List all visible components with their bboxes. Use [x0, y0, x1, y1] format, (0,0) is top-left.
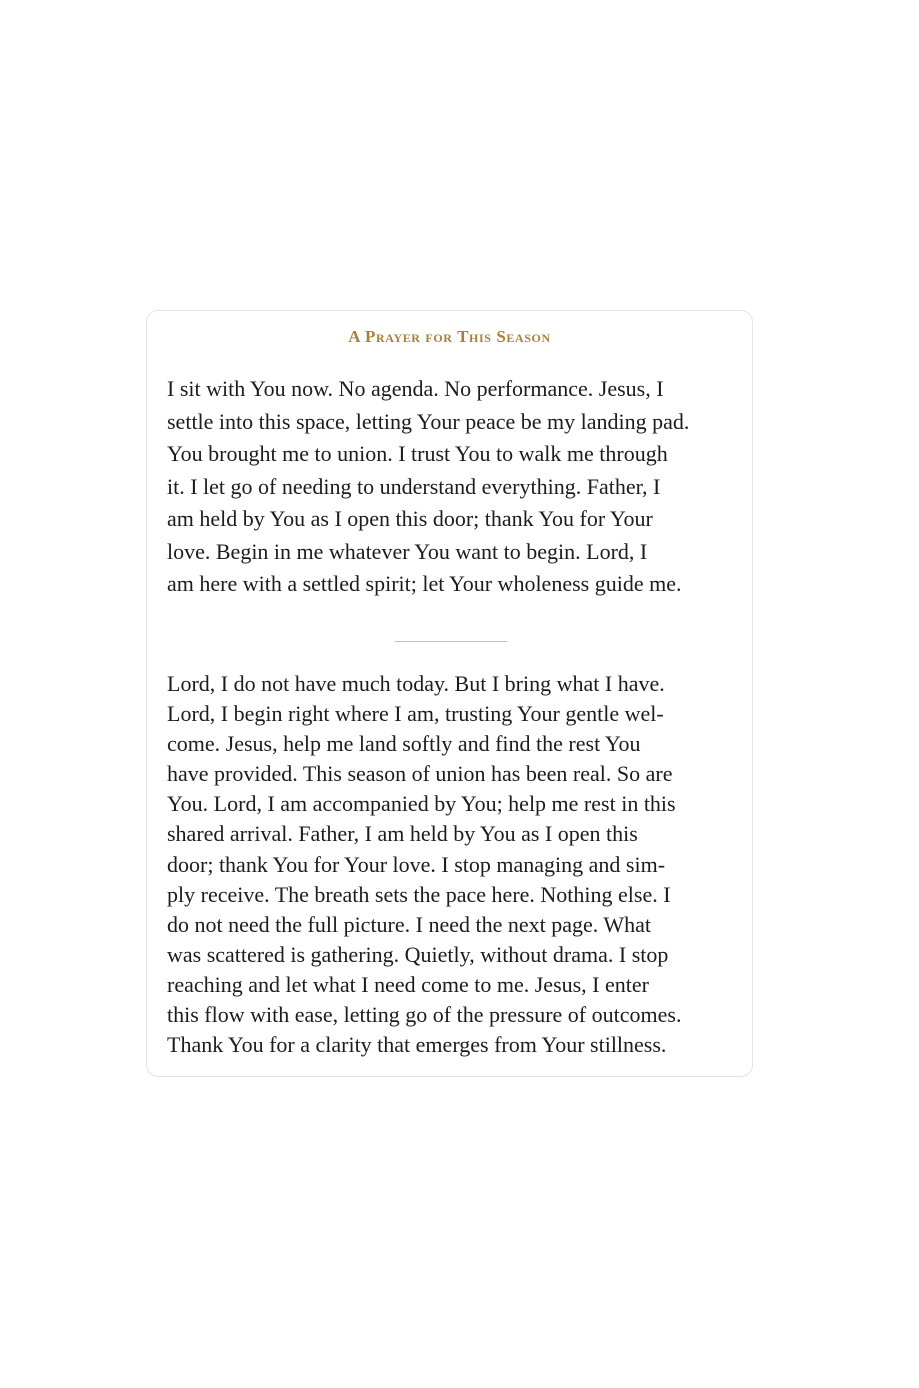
prayer-card	[146, 310, 753, 1077]
paragraph-line: Lord, I do not have much today. But I bring what I have.	[167, 671, 665, 696]
paragraph-line: I sit with You now. No agenda. No performance. Jesus, I	[167, 376, 664, 401]
paragraph-line: You. Lord, I am accompanied by You; help me rest in this	[167, 791, 676, 817]
prayer-paragraph-2	[167, 669, 681, 1060]
prayer-title: A Prayer for This Season	[348, 327, 551, 346]
paragraph-line: come. Jesus, help me land softly and find the rest You	[167, 731, 641, 757]
paragraph-line: settle into this space, letting Your peace be my landing pad.	[167, 408, 690, 434]
paragraph-line: shared arrival. Father, I am held by You as I open this	[167, 821, 638, 847]
paragraph-line: was scattered is gathering. Quietly, without drama. I stop	[167, 941, 669, 967]
paragraph-line: reaching and let what I need come to me. Jesus, I enter	[167, 971, 649, 997]
paragraph-line: love. Begin in me whatever You want to begin. Lord, I	[167, 538, 648, 564]
paragraph-line: door; thank You for Your love. I stop managing and sim-	[167, 851, 666, 877]
paragraph-line: am here with a settled spirit; let Your wholeness guide me.	[167, 571, 682, 596]
section-divider	[395, 641, 507, 642]
paragraph-line: am held by You as I open this door; thank You for Your	[167, 506, 653, 531]
paragraph-line: it. I let go of needing to understand everything. Father, I	[167, 473, 661, 499]
paragraph-line: ply receive. The breath sets the pace here. Nothing else. I	[167, 881, 671, 907]
paragraph-line: have provided. This season of union has been real. So are	[167, 761, 673, 787]
paragraph-line: do not need the full picture. I need the next page. What	[167, 911, 652, 937]
paragraph-line: You brought me to union. I trust You to walk me through	[167, 441, 668, 466]
paragraph-line: this flow with ease, letting go of the pressure of outcomes.	[167, 1002, 682, 1028]
paragraph-line: Thank You for a clarity that emerges from Your stillness.	[167, 1032, 667, 1058]
prayer-paragraph-1	[167, 373, 689, 601]
paragraph-line: Lord, I begin right where I am, trusting Your gentle wel-	[167, 701, 664, 727]
